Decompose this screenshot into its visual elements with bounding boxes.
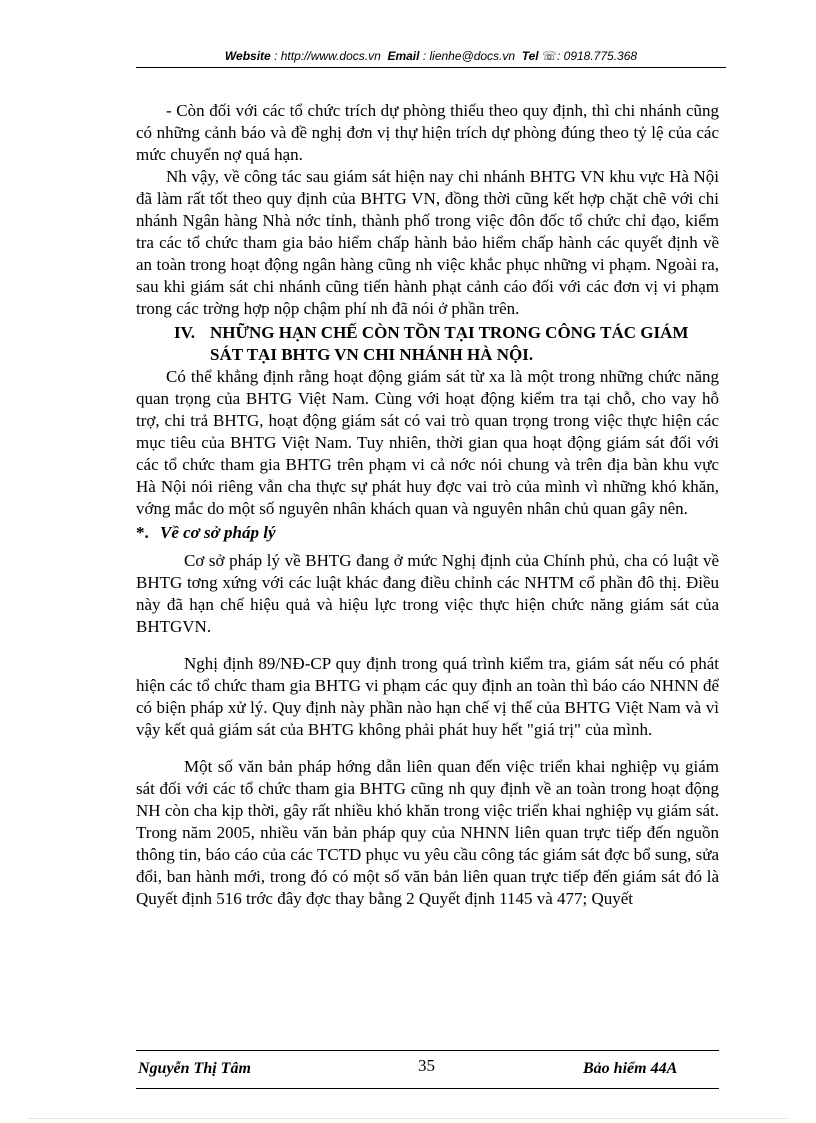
- footer-rule-bottom: [136, 1088, 719, 1089]
- paragraph: Cơ sở pháp lý về BHTG đang ở mức Nghị định của Chính phủ, cha có luật về BHTG tơng xứng với các luật khác đang điều chỉnh các NHTM cổ phần đô thị. Điều này đã hạn chế hiệu quả và hiệu lực trong việc thực hiện chức năng giám sát của BHTGVN.: [136, 551, 719, 636]
- email-label: Email: [387, 49, 420, 63]
- section-number: IV.: [174, 323, 195, 342]
- subsection-marker: *.: [136, 523, 149, 542]
- section-heading: [136, 322, 719, 366]
- paragraph: Một số văn bản pháp hớng dẫn liên quan đến việc triển khai nghiệp vụ giám sát đối với các tổ chức tham gia BHTG cũng nh quy định về an toàn trong hoạt động NH còn cha kịp thời, gây rất nhiều khó khăn trong việc triển khai nghiệp vụ giám sát. Trong năm 2005, nhiều văn bản pháp quy của NHNN liên quan trực tiếp đến nguồn thông tin, báo cáo của các TCTD phục vu yêu cầu công tác giám sát đợc bổ sung, sửa đổi, ban hành mới, trong đó có một số văn bản liên quan trực tiếp đến giám sát đó là Quyết định 516 trớc đây đợc thay bằng 2 Quyết định 1145 và 477; Quyết: [136, 757, 719, 908]
- header-rule: [136, 67, 726, 68]
- footer-department: Bảo hiểm 44A: [583, 1060, 678, 1077]
- footer-author: Nguyễn Thị Tâm: [138, 1060, 251, 1077]
- phone-icon: ☏: [541, 49, 557, 63]
- paragraph: Nh vậy, về công tác sau giám sát hiện nay chi nhánh BHTG VN khu vực Hà Nội đã làm rất tốt theo quy định của BHTG VN, đồng thời cũng kết hợp chặt chẽ với chi nhánh Ngân hàng Nhà nớc tỉnh, thành phố trong việc đôn đốc tổ chức chỉ đạo, kiểm tra các tổ chức tham gia bảo hiểm chấp hành bảo hiểm chấp hành các quyết định về an toàn trong hoạt động ngân hàng cũng nh việc khắc phục những vi phạm. Ngoài ra, sau khi giám sát chi nhánh cũng tiến hành phạt cảnh cáo đối với các đơn vị vi phạm trong các trờng hợp nộp chậm phí nh đã nói ở phần trên.: [136, 167, 719, 318]
- page-header: [136, 49, 726, 63]
- document-body: [136, 100, 719, 910]
- tel-label: Tel: [521, 49, 539, 63]
- email-value: : lienhe@docs.vn: [422, 49, 516, 63]
- subsection-heading: [136, 522, 719, 544]
- footer-rule: [136, 1050, 719, 1051]
- website-label: Website: [224, 49, 271, 63]
- subsection-title: Về cơ sở pháp lý: [160, 523, 276, 542]
- paragraph: - Còn đối với các tổ chức trích dự phòng thiếu theo quy định, thì chi nhánh cũng có những cảnh báo và đề nghị đơn vị thự hiện trích dự phòng đúng theo tỷ lệ của các mức chuyển nợ quá hạn.: [136, 101, 719, 164]
- page-number: 35: [418, 1056, 435, 1075]
- paragraph: Có thể khẳng định rằng hoạt động giám sát từ xa là một trong những chức năng quan trọng của BHTG Việt Nam. Cùng với hoạt động kiểm tra tại chỗ, cho vay hỗ trợ, chi trả BHTG, hoạt động giám sát có vai trò quan trọng trong việc thực hiện các mục tiêu của BHTG Việt Nam. Tuy nhiên, thời gian qua hoạt động giám sát đối với các tổ chức tham gia BHTG trên phạm vi cả nớc nói chung và trên địa bàn khu vực Hà Nội nói riêng vẫn cha thực sự phát huy đợc vai trò của mình vì những khó khăn, vớng mắc do một số nguyên nhân khách quan và nguyên nhân chủ quan gây nên.: [136, 367, 719, 518]
- section-title: NHỮNG HẠN CHẾ CÒN TỒN TẠI TRONG CÔNG TÁC GIÁM SÁT TẠI BHTG VN CHI NHÁNH HÀ NỘI.: [210, 323, 689, 364]
- tel-value: : 0918.775.368: [556, 49, 638, 63]
- page-edge-dotted-line: [28, 1118, 788, 1119]
- website-value: : http://www.docs.vn: [274, 49, 381, 63]
- paragraph: Nghị định 89/NĐ-CP quy định trong quá trình kiểm tra, giám sát nếu có phát hiện các tổ chức tham gia BHTG vi phạm các quy định an toàn thì báo cáo NHNN để có biện pháp xử lý. Quy định này phần nào hạn chế vị thế của BHTG Việt Nam và vì vậy kết quả giám sát của BHTG không phải phát huy hết "giá trị" của mình.: [136, 654, 719, 739]
